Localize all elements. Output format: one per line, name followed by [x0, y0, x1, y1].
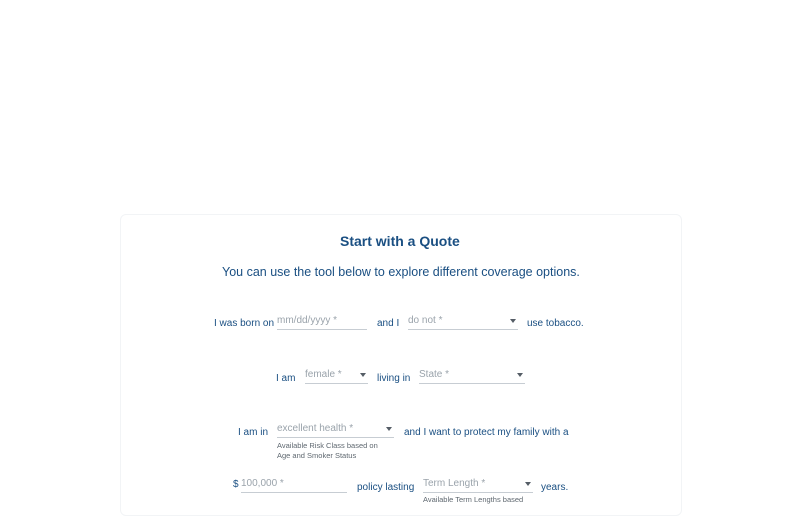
term-length-select[interactable] [423, 478, 533, 493]
dob-input[interactable] [277, 315, 367, 330]
born-label: I was born on [214, 318, 275, 329]
i-am-in-label: I am in [238, 427, 269, 438]
coverage-amount-input[interactable] [241, 478, 347, 493]
state-placeholder: State * [419, 369, 450, 380]
quote-title: Start with a Quote [340, 233, 460, 249]
quote-subtitle: You can use the tool below to explore different coverage options. [222, 265, 580, 279]
health-hint: Available Risk Class based on Age and Smoker Status [277, 441, 378, 460]
health-placeholder: excellent health * [277, 423, 354, 434]
health-select[interactable] [277, 423, 394, 438]
state-select[interactable] [419, 369, 525, 384]
dob-placeholder: mm/dd/yyyy * [277, 315, 338, 326]
chevron-down-icon [386, 427, 392, 431]
dollar-sign: $ [233, 479, 239, 490]
amount-placeholder: 100,000 * [241, 478, 284, 489]
chevron-down-icon [510, 319, 516, 323]
years-label: years. [541, 482, 569, 493]
term-hint: Available Term Lengths based [423, 495, 524, 504]
protect-label: and I want to protect my family with a [404, 427, 569, 438]
living-label: living in [377, 373, 411, 384]
tobacco-select[interactable] [408, 315, 518, 330]
gender-placeholder: female * [305, 369, 342, 380]
and-label: and I [377, 318, 400, 329]
term-placeholder: Term Length * [423, 478, 486, 489]
quote-card [120, 214, 682, 516]
tobacco-placeholder: do not * [408, 315, 443, 326]
tobacco-suffix: use tobacco. [527, 318, 584, 329]
chevron-down-icon [360, 373, 366, 377]
policy-label: policy lasting [357, 482, 415, 493]
i-am-label: I am [276, 373, 296, 384]
gender-select[interactable] [305, 369, 368, 384]
chevron-down-icon [517, 373, 523, 377]
chevron-down-icon [525, 482, 531, 486]
